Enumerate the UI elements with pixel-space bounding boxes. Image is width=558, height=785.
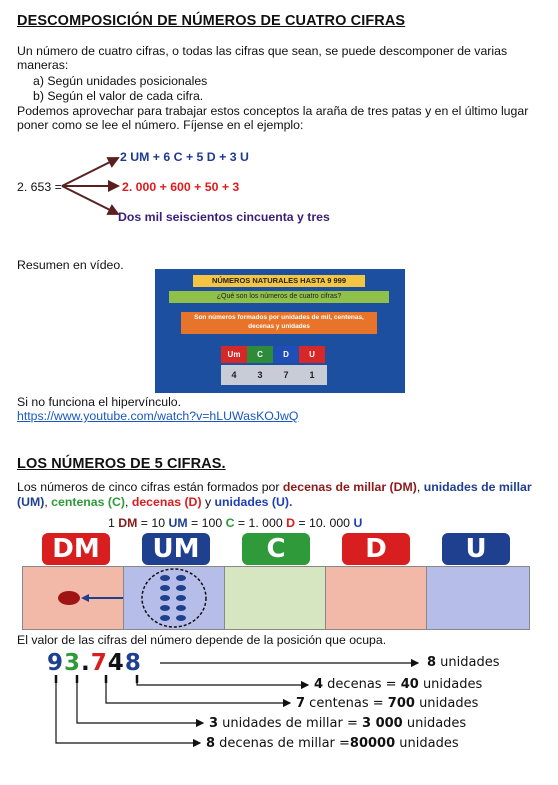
video-cell: D — [273, 346, 299, 363]
place-text: decenas = — [323, 677, 401, 692]
place-digit: 8 — [427, 655, 437, 670]
example-paragraph: Podemos aprovechar para trabajar estos conceptos la araña de tres patas y en el último lugar poner como se lee el número. Fíjense en el ejemplo: — [17, 104, 529, 132]
equivalence-line — [108, 516, 362, 530]
place-units — [427, 655, 500, 670]
video-question: ¿Qué son los números de cuatro cifras? — [169, 291, 389, 303]
place-value: 3 000 — [362, 716, 403, 731]
youtube-link[interactable]: https://www.youtube.com/watch?v=hLUWasKOJwQ — [17, 409, 299, 423]
place-text: unidades — [395, 736, 459, 751]
section-title-four-digits: DESCOMPOSICIÓN DE NÚMEROS DE CUATRO CIFRAS — [17, 13, 406, 29]
place-text: unidades — [414, 696, 479, 711]
fallback-text: Si no funciona el hipervínculo. — [17, 395, 182, 409]
counter-arrow — [23, 567, 123, 629]
u-term: unidades (U). — [214, 495, 293, 509]
video-digits — [221, 365, 327, 385]
place-tens — [314, 677, 482, 692]
ten-counters-icon — [124, 567, 224, 629]
place-digit: 8 — [206, 736, 216, 751]
intro-text: Los números de cinco cifras están formados por — [17, 480, 283, 494]
place-value: 700 — [387, 696, 415, 711]
tab-c: C — [242, 533, 310, 565]
cell-um — [124, 567, 225, 629]
place-text: unidades — [436, 655, 500, 670]
tab-dm: DM — [42, 533, 110, 565]
section-title-five-digits: LOS NÚMEROS DE 5 CIFRAS. — [17, 456, 226, 472]
digit-7: 7 — [90, 650, 108, 676]
place-value: 80000 — [349, 736, 396, 751]
place-ten-thousands — [206, 736, 459, 751]
video-cell: C — [247, 346, 273, 363]
value-paragraph: El valor de las cifras del número depende de la posición que ocupa. — [17, 633, 387, 647]
place-thousands — [209, 716, 466, 731]
video-label: Resumen en vídeo. — [17, 258, 124, 272]
tab-um: UM — [142, 533, 210, 565]
digit-3: 3 — [64, 650, 82, 676]
place-digit: 4 — [314, 677, 324, 692]
eq-dm: DM — [118, 516, 138, 530]
tab-u: U — [442, 533, 510, 565]
digit-9: 9 — [47, 650, 65, 676]
place-value-grid — [22, 566, 530, 630]
video-answer: Son números formados por unidades de mil, centenas, decenas y unidades — [181, 312, 377, 334]
place-text: decenas de millar = — [215, 736, 350, 751]
eq-text: = 1. 000 — [234, 516, 287, 530]
intro-paragraph: Un número de cuatro cifras, o todas las cifras que sean, se puede descomponer de varias maneras: — [17, 44, 508, 72]
eq-um: UM — [168, 516, 188, 530]
intro-sep: , — [44, 495, 52, 509]
digit-point: . — [81, 650, 91, 676]
eq-d: D — [286, 516, 295, 530]
eq-text: = 10. 000 — [294, 516, 354, 530]
eq-text: 1 — [108, 516, 119, 530]
branch-words: Dos mil seiscientos cincuenta y tres — [118, 210, 330, 224]
um-term: unidades de millar (UM) — [17, 480, 532, 509]
digit-4: 4 — [107, 650, 125, 676]
cell-d — [326, 567, 427, 629]
video-digit: 1 — [309, 370, 315, 380]
eq-c: C — [225, 516, 235, 530]
place-text: unidades — [418, 677, 483, 692]
place-text: unidades de millar = — [218, 716, 362, 731]
digit-8: 8 — [124, 650, 142, 676]
place-text: centenas = — [305, 696, 388, 711]
cell-dm — [23, 567, 124, 629]
video-cell: Um — [221, 346, 247, 363]
intro-sep: y — [201, 495, 215, 509]
video-digit: 4 — [231, 370, 237, 380]
video-digit: 3 — [257, 370, 263, 380]
eq-text: = 100 — [187, 516, 226, 530]
c-term: centenas (C) — [51, 495, 125, 509]
place-value-tabs — [26, 533, 528, 567]
list-item-value: b) Según el valor de cada cifra. — [33, 89, 204, 103]
eq-u: U — [353, 516, 363, 530]
cell-u — [427, 567, 529, 629]
list-item-positional: a) Según unidades posicionales — [33, 74, 208, 88]
tab-d: D — [342, 533, 410, 565]
video-thumbnail[interactable] — [155, 269, 405, 393]
intro-sep: , — [416, 480, 424, 494]
branch-positional: 2 UM + 6 C + 5 D + 3 U — [120, 150, 249, 164]
place-text: unidades — [402, 716, 467, 731]
eq-text: = 10 — [137, 516, 169, 530]
video-title: NÚMEROS NATURALES HASTA 9 999 — [193, 275, 365, 287]
place-value: 40 — [400, 677, 419, 692]
branch-value: 2. 000 + 600 + 50 + 3 — [122, 180, 240, 194]
video-digit: 7 — [283, 370, 289, 380]
place-hundreds — [296, 696, 478, 711]
example-number: 2. 653 = — [17, 180, 62, 194]
place-digit: 7 — [296, 696, 306, 711]
five-digit-intro — [17, 480, 542, 510]
dm-term: decenas de millar (DM) — [282, 480, 417, 494]
place-digit: 3 — [209, 716, 219, 731]
d-term: decenas (D) — [131, 495, 202, 509]
video-place-cells — [221, 344, 327, 363]
cell-c — [225, 567, 326, 629]
video-cell: U — [299, 346, 325, 363]
intro-sep: , — [124, 495, 132, 509]
